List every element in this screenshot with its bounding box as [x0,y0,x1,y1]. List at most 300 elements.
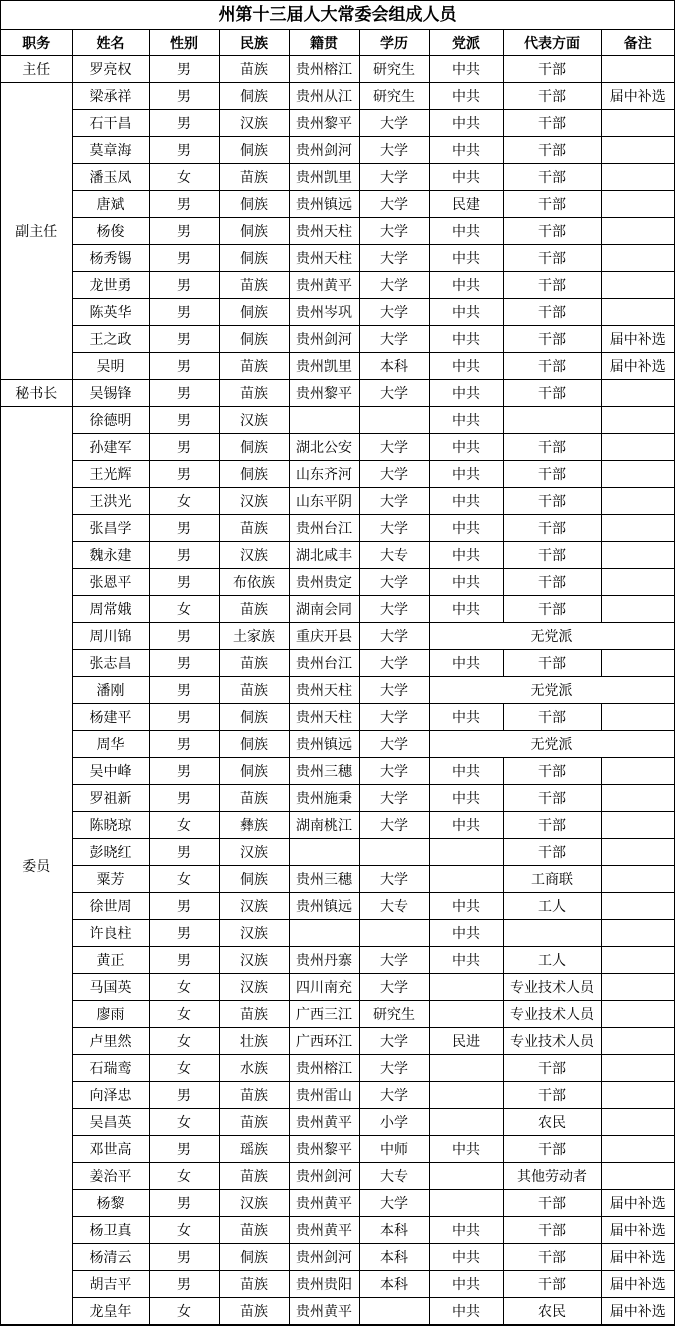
table-row [1,1001,674,1028]
education-cell: 研究生 [359,83,429,110]
gender-cell: 女 [149,1001,219,1028]
ethnicity-cell: 侗族 [219,326,289,353]
party-cell: 中共 [429,380,503,407]
native-place-cell: 贵州黄平 [289,1298,359,1325]
party-cell: 中共 [429,407,503,434]
table-row [1,272,674,299]
remark-cell [601,245,674,272]
name-cell: 胡吉平 [72,1271,149,1298]
gender-cell: 男 [149,245,219,272]
remark-cell [601,974,674,1001]
table-row [1,326,674,353]
ethnicity-cell: 侗族 [219,866,289,893]
ethnicity-cell: 苗族 [219,677,289,704]
table-row [1,299,674,326]
name-cell: 杨秀锡 [72,245,149,272]
constituency-cell: 专业技术人员 [503,1001,601,1028]
constituency-cell: 其他劳动者 [503,1163,601,1190]
party-cell: 中共 [429,920,503,947]
ethnicity-cell: 侗族 [219,731,289,758]
remark-cell [601,893,674,920]
table-row [1,245,674,272]
ethnicity-cell: 侗族 [219,83,289,110]
native-place-cell: 山东平阴 [289,488,359,515]
party-cell: 中共 [429,218,503,245]
party-cell: 中共 [429,1136,503,1163]
remark-cell: 届中补选 [601,1271,674,1298]
table-row [1,1244,674,1271]
name-cell: 姜治平 [72,1163,149,1190]
name-cell: 周常娥 [72,596,149,623]
table-row [1,191,674,218]
party-cell: 中共 [429,1217,503,1244]
education-cell: 大学 [359,731,429,758]
ethnicity-cell: 侗族 [219,137,289,164]
education-cell: 研究生 [359,56,429,83]
remark-cell: 届中补选 [601,83,674,110]
remark-cell [601,920,674,947]
name-cell: 马国英 [72,974,149,1001]
education-cell: 大学 [359,1190,429,1217]
ethnicity-cell: 土家族 [219,623,289,650]
remark-cell [601,947,674,974]
constituency-cell: 干部 [503,569,601,596]
name-cell: 潘刚 [72,677,149,704]
ethnicity-cell: 侗族 [219,245,289,272]
table-row [1,866,674,893]
gender-cell: 男 [149,1271,219,1298]
party-cell: 中共 [429,272,503,299]
constituency-cell: 干部 [503,785,601,812]
ethnicity-cell: 汉族 [219,974,289,1001]
education-cell: 大学 [359,380,429,407]
gender-cell: 男 [149,920,219,947]
education-cell: 大学 [359,488,429,515]
header-cell: 性别 [149,30,219,56]
constituency-cell [503,920,601,947]
table-row [1,920,674,947]
gender-cell: 女 [149,974,219,1001]
gender-cell: 男 [149,407,219,434]
party-cell [429,974,503,1001]
ethnicity-cell: 侗族 [219,434,289,461]
name-cell: 吴锡锋 [72,380,149,407]
native-place-cell: 贵州从江 [289,83,359,110]
education-cell: 大学 [359,1055,429,1082]
gender-cell: 男 [149,704,219,731]
native-place-cell: 贵州丹寨 [289,947,359,974]
party-cell [429,1109,503,1136]
name-cell: 许良柱 [72,920,149,947]
gender-cell: 女 [149,812,219,839]
education-cell: 大学 [359,218,429,245]
gender-cell: 男 [149,1190,219,1217]
table-row [1,947,674,974]
education-cell: 大学 [359,1028,429,1055]
remark-cell [601,1055,674,1082]
name-cell: 孙建军 [72,434,149,461]
name-cell: 徐世周 [72,893,149,920]
gender-cell: 男 [149,434,219,461]
native-place-cell: 贵州黎平 [289,110,359,137]
remark-cell [601,434,674,461]
party-cell [429,1055,503,1082]
native-place-cell [289,839,359,866]
table-row [1,893,674,920]
name-cell: 石瑞鸾 [72,1055,149,1082]
remark-cell [601,461,674,488]
name-cell: 张恩平 [72,569,149,596]
name-cell: 粟芳 [72,866,149,893]
constituency-cell: 工人 [503,947,601,974]
gender-cell: 男 [149,839,219,866]
education-cell: 大专 [359,893,429,920]
constituency-cell: 干部 [503,1082,601,1109]
constituency-cell [503,407,601,434]
ethnicity-cell: 苗族 [219,164,289,191]
gender-cell: 男 [149,353,219,380]
table-row [1,407,674,434]
remark-cell [601,1109,674,1136]
position-cell: 主任 [1,56,72,83]
ethnicity-cell: 汉族 [219,407,289,434]
name-cell: 石干昌 [72,110,149,137]
remark-cell [601,569,674,596]
ethnicity-cell: 侗族 [219,461,289,488]
party-cell: 中共 [429,353,503,380]
native-place-cell: 重庆开县 [289,623,359,650]
gender-cell: 女 [149,164,219,191]
table-row [1,380,674,407]
ethnicity-cell: 苗族 [219,785,289,812]
table-row [1,1190,674,1217]
gender-cell: 男 [149,272,219,299]
constituency-cell: 干部 [503,542,601,569]
name-cell: 杨清云 [72,1244,149,1271]
ethnicity-cell: 苗族 [219,1082,289,1109]
remark-cell: 届中补选 [601,1190,674,1217]
gender-cell: 女 [149,1298,219,1325]
remark-cell [601,812,674,839]
education-cell: 大学 [359,596,429,623]
gender-cell: 女 [149,1217,219,1244]
remark-cell [601,137,674,164]
education-cell: 小学 [359,1109,429,1136]
gender-cell: 男 [149,191,219,218]
native-place-cell: 贵州剑河 [289,1244,359,1271]
gender-cell: 女 [149,1109,219,1136]
party-constituency-cell: 无党派 [429,677,674,704]
ethnicity-cell: 苗族 [219,650,289,677]
native-place-cell: 贵州榕江 [289,1055,359,1082]
ethnicity-cell: 侗族 [219,299,289,326]
constituency-cell: 干部 [503,812,601,839]
native-place-cell: 贵州雷山 [289,1082,359,1109]
gender-cell: 男 [149,56,219,83]
name-cell: 周华 [72,731,149,758]
party-cell: 中共 [429,326,503,353]
ethnicity-cell: 汉族 [219,920,289,947]
table-row [1,488,674,515]
party-cell: 民进 [429,1028,503,1055]
name-cell: 王之政 [72,326,149,353]
ethnicity-cell: 侗族 [219,704,289,731]
ethnicity-cell: 苗族 [219,353,289,380]
party-constituency-cell: 无党派 [429,623,674,650]
table-row [1,1298,674,1325]
party-cell: 中共 [429,1271,503,1298]
table-row [1,56,674,83]
education-cell: 大学 [359,137,429,164]
table-row [1,515,674,542]
name-cell: 魏永建 [72,542,149,569]
remark-cell [601,218,674,245]
education-cell: 大学 [359,299,429,326]
native-place-cell: 山东齐河 [289,461,359,488]
remark-cell: 届中补选 [601,1298,674,1325]
remark-cell: 届中补选 [601,326,674,353]
remark-cell: 届中补选 [601,1244,674,1271]
table-row [1,542,674,569]
party-constituency-cell: 无党派 [429,731,674,758]
gender-cell: 男 [149,1082,219,1109]
native-place-cell: 广西环江 [289,1028,359,1055]
education-cell: 大学 [359,758,429,785]
position-cell: 秘书长 [1,380,72,407]
remark-cell [601,1028,674,1055]
ethnicity-cell: 苗族 [219,56,289,83]
constituency-cell: 干部 [503,1271,601,1298]
ethnicity-cell: 壮族 [219,1028,289,1055]
table-row [1,1163,674,1190]
header-cell: 民族 [219,30,289,56]
header-cell: 学历 [359,30,429,56]
name-cell: 向泽忠 [72,1082,149,1109]
ethnicity-cell: 瑶族 [219,1136,289,1163]
party-cell: 中共 [429,758,503,785]
constituency-cell: 干部 [503,83,601,110]
name-cell: 吴明 [72,353,149,380]
education-cell [359,839,429,866]
native-place-cell: 贵州黄平 [289,1190,359,1217]
table-row [1,1271,674,1298]
party-cell: 中共 [429,704,503,731]
native-place-cell: 贵州台江 [289,650,359,677]
party-cell: 中共 [429,515,503,542]
name-cell: 彭晓红 [72,839,149,866]
education-cell: 大学 [359,704,429,731]
position-cell: 委员 [1,407,72,1325]
constituency-cell: 干部 [503,56,601,83]
native-place-cell: 贵州凯里 [289,164,359,191]
ethnicity-cell: 侗族 [219,218,289,245]
party-cell: 中共 [429,542,503,569]
party-cell: 中共 [429,893,503,920]
native-place-cell [289,407,359,434]
ethnicity-cell: 侗族 [219,1244,289,1271]
name-cell: 龙皇年 [72,1298,149,1325]
constituency-cell: 干部 [503,245,601,272]
table-row [1,1217,674,1244]
education-cell: 中师 [359,1136,429,1163]
remark-cell [601,1001,674,1028]
table-body [1,56,674,1325]
gender-cell: 男 [149,299,219,326]
name-cell: 周川锦 [72,623,149,650]
remark-cell [601,164,674,191]
ethnicity-cell: 彝族 [219,812,289,839]
education-cell: 大专 [359,542,429,569]
party-cell: 中共 [429,785,503,812]
native-place-cell: 贵州贵定 [289,569,359,596]
education-cell [359,407,429,434]
education-cell: 本科 [359,1244,429,1271]
constituency-cell: 干部 [503,137,601,164]
table-row [1,569,674,596]
party-cell: 中共 [429,299,503,326]
gender-cell: 男 [149,893,219,920]
remark-cell [601,272,674,299]
ethnicity-cell: 汉族 [219,1190,289,1217]
name-cell: 杨卫真 [72,1217,149,1244]
education-cell: 大学 [359,272,429,299]
native-place-cell: 贵州黄平 [289,1109,359,1136]
header-cell: 备注 [601,30,674,56]
table-row [1,758,674,785]
native-place-cell: 贵州黄平 [289,272,359,299]
gender-cell: 女 [149,866,219,893]
table-row [1,353,674,380]
remark-cell [601,866,674,893]
table-row [1,704,674,731]
table-title: 州第十三届人大常委会组成人员 [1,1,674,30]
native-place-cell [289,920,359,947]
education-cell: 大专 [359,1163,429,1190]
native-place-cell: 贵州施秉 [289,785,359,812]
constituency-cell: 干部 [503,488,601,515]
ethnicity-cell: 苗族 [219,1217,289,1244]
native-place-cell: 贵州榕江 [289,56,359,83]
name-cell: 梁承祥 [72,83,149,110]
constituency-cell: 干部 [503,1244,601,1271]
remark-cell [601,650,674,677]
name-cell: 陈英华 [72,299,149,326]
gender-cell: 女 [149,1163,219,1190]
name-cell: 张志昌 [72,650,149,677]
native-place-cell: 贵州剑河 [289,137,359,164]
gender-cell: 男 [149,785,219,812]
remark-cell [601,1136,674,1163]
gender-cell: 男 [149,380,219,407]
native-place-cell: 贵州剑河 [289,1163,359,1190]
constituency-cell: 干部 [503,704,601,731]
name-cell: 黄正 [72,947,149,974]
gender-cell: 女 [149,596,219,623]
remark-cell [601,785,674,812]
table-row [1,434,674,461]
gender-cell: 女 [149,488,219,515]
constituency-cell: 干部 [503,326,601,353]
constituency-cell: 干部 [503,353,601,380]
name-cell: 唐斌 [72,191,149,218]
native-place-cell: 广西三江 [289,1001,359,1028]
gender-cell: 男 [149,461,219,488]
constituency-cell: 干部 [503,299,601,326]
table-row [1,1109,674,1136]
constituency-cell: 干部 [503,191,601,218]
table-row [1,623,674,650]
party-cell: 中共 [429,812,503,839]
education-cell: 大学 [359,434,429,461]
constituency-cell: 干部 [503,380,601,407]
position-cell: 副主任 [1,83,72,380]
gender-cell: 女 [149,1055,219,1082]
education-cell: 大学 [359,1082,429,1109]
native-place-cell: 贵州天柱 [289,704,359,731]
constituency-cell: 专业技术人员 [503,1028,601,1055]
party-cell [429,839,503,866]
gender-cell: 男 [149,137,219,164]
native-place-cell: 贵州黎平 [289,1136,359,1163]
constituency-cell: 干部 [503,164,601,191]
party-cell: 民建 [429,191,503,218]
constituency-cell: 干部 [503,272,601,299]
native-place-cell: 贵州台江 [289,515,359,542]
native-place-cell: 贵州三穗 [289,758,359,785]
table-row [1,83,674,110]
constituency-cell: 干部 [503,758,601,785]
ethnicity-cell: 汉族 [219,488,289,515]
table-row [1,596,674,623]
constituency-cell: 干部 [503,1136,601,1163]
education-cell: 研究生 [359,1001,429,1028]
party-cell: 中共 [429,596,503,623]
native-place-cell: 湖南桃江 [289,812,359,839]
name-cell: 王洪光 [72,488,149,515]
education-cell: 大学 [359,515,429,542]
name-cell: 陈晓琼 [72,812,149,839]
education-cell [359,920,429,947]
gender-cell: 男 [149,623,219,650]
name-cell: 邓世高 [72,1136,149,1163]
native-place-cell: 贵州岑巩 [289,299,359,326]
ethnicity-cell: 侗族 [219,191,289,218]
name-cell: 罗亮权 [72,56,149,83]
education-cell: 大学 [359,326,429,353]
native-place-cell: 贵州镇远 [289,731,359,758]
name-cell: 徐德明 [72,407,149,434]
table-row [1,1136,674,1163]
education-cell: 大学 [359,569,429,596]
native-place-cell: 四川南充 [289,974,359,1001]
header-cell: 职务 [1,30,72,56]
gender-cell: 男 [149,326,219,353]
education-cell: 大学 [359,110,429,137]
party-cell [429,866,503,893]
name-cell: 王光辉 [72,461,149,488]
gender-cell: 男 [149,83,219,110]
education-cell: 大学 [359,461,429,488]
table-row [1,974,674,1001]
party-cell [429,1190,503,1217]
party-cell: 中共 [429,461,503,488]
gender-cell: 男 [149,1136,219,1163]
constituency-cell: 农民 [503,1298,601,1325]
education-cell: 大学 [359,812,429,839]
ethnicity-cell: 汉族 [219,839,289,866]
ethnicity-cell: 水族 [219,1055,289,1082]
name-cell: 张昌学 [72,515,149,542]
